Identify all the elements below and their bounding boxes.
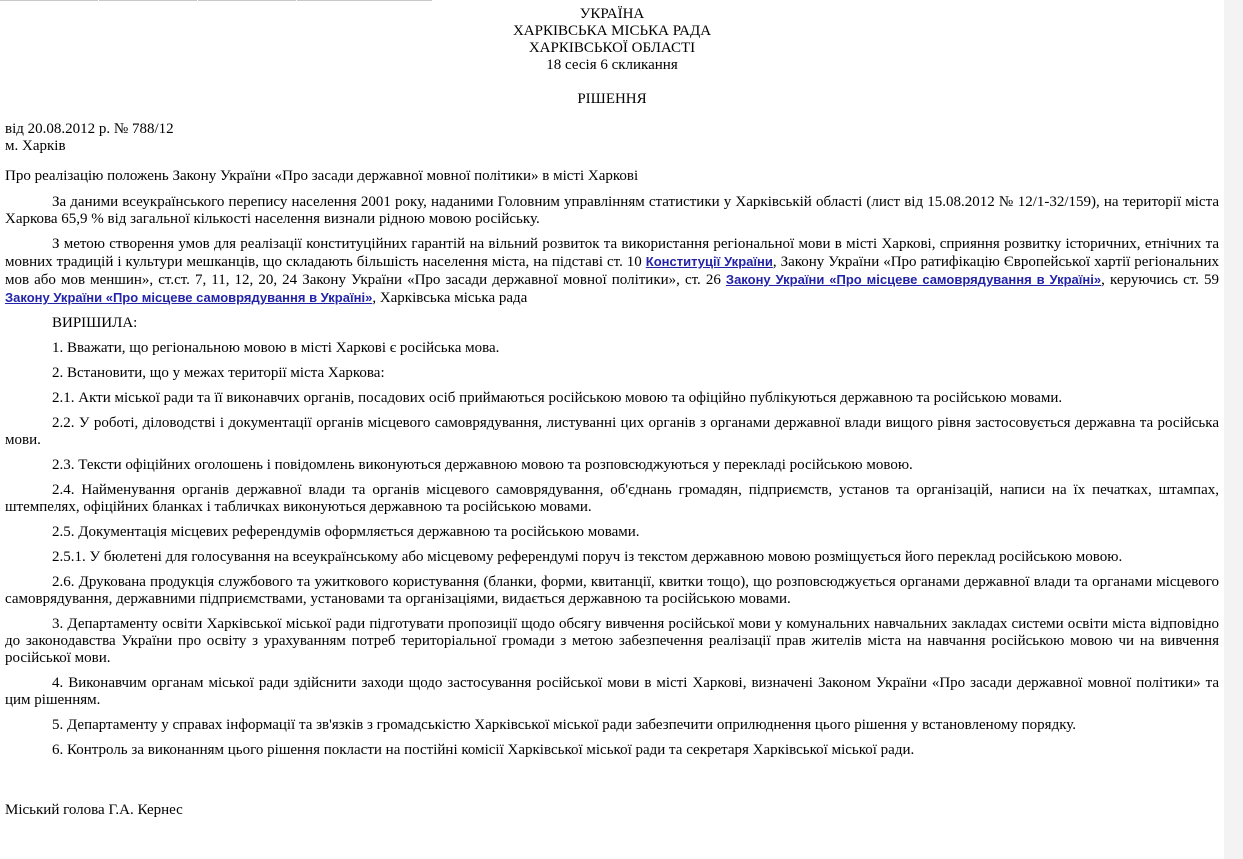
header-council: ХАРКІВСЬКА МІСЬКА РАДА [512,23,712,39]
preamble-text-1: З метою створення умов для реалізації конституційних гарантій на вільний розвиток та використання регіональної мови в місті Харкові, сприяння розвитку історичних, етнічних та мовних традицій і культури мешканців, що складають більшість населення міста, на підставі ст. 10 [5,236,1219,270]
item-2-3: 2.3. Тексти офіційних оголошень і повідомлень виконуються державною мовою та розповсюджуються у перекладі російською мовою. [52,457,913,473]
decision-subject: Про реалізацію положень Закону України «Про засади державної мовної політики» в місті Харкові [5,168,639,184]
self-government-law-link[interactable]: Закону України «Про місцеве самоврядування в Україні» [725,272,1102,287]
item-2: 2. Встановити, що у межах території міста Харкова: [52,365,385,381]
decided-heading: ВИРІШИЛА: [52,315,138,331]
item-2-6: 2.6. Друкована продукція службового та ужиткового користування (бланки, форми, квитанції, квитки тощо), що розповсюджується органами державної влади та органами місцевого самоврядування, державними підприємствами, установами та організаціями, видається державною та російською мовами. [5,574,1219,607]
item-2-5: 2.5. Документація місцевих референдумів оформляється державною та російською мовами. [52,524,640,540]
preamble-text-3: , керуючись ст. 59 [1101,272,1219,288]
place: м. Харків [5,138,66,154]
top-decorative-rule [0,0,432,1]
decision-document [5,6,1219,819]
mayor-signature: Міський голова Г.А. Кернес [5,802,183,818]
document-title: РІШЕННЯ [577,91,647,107]
document-header [5,6,1219,74]
preamble-census: За даними всеукраїнського перепису населення 2001 року, наданими Головним управлінням статистики у Харківській області (лист від 15.08.2012 № 12/1-32/159), на території міста Харкова 65,9 % від загальної кількості населення визнали рідною мовою російську. [5,194,1219,227]
header-country: УКРАЇНА [579,6,645,22]
date-number: від 20.08.2012 р. № 788/12 [5,121,174,137]
item-5: 5. Департаменту у справах інформації та зв'язків з громадськістю Харківської міської ради забезпечити оприлюднення цього рішення у встановленому порядку. [52,717,1077,733]
preamble-text-4: , Харківська міська рада [372,290,528,306]
item-2-5-1: 2.5.1. У бюлетені для голосування на всеукраїнському або місцевому референдумі поруч із текстом державною мовою розміщується його переклад російською мовою. [52,549,1123,565]
preamble-legal-basis [5,236,1219,307]
header-session: 18 сесія 6 скликання [546,57,678,73]
vertical-scrollbar[interactable] [1224,0,1243,859]
item-4: 4. Виконавчим органам міської ради здійснити заходи щодо застосування російської мови в місті Харкові, визначені Законом України «Про засади державної мовної політики» та цим рішенням. [5,675,1219,708]
preamble-text-2: , Закону України «Про ратифікацію Європейської хартії регіональних мов або мов меншин», ст.ст. 7, 11, 12, 20, 24 Закону України «Про засади державної мовної політики», ст. 26 [5,254,1219,288]
constitution-link[interactable]: Конституції України [645,254,773,269]
item-6: 6. Контроль за виконанням цього рішення покласти на постійні комісії Харківської міської ради та секретаря Харківської міської ради. [52,742,915,758]
header-region: ХАРКІВСЬКОЇ ОБЛАСТІ [528,40,696,56]
item-1: 1. Вважати, що регіональною мовою в місті Харкові є російська мова. [52,340,500,356]
item-2-2: 2.2. У роботі, діловодстві і документації органів місцевого самоврядування, листуванні цих органів з органами державної влади вищого рівня застосовується державна та російська мови. [5,415,1219,448]
item-2-1: 2.1. Акти міської ради та її виконавчих органів, посадових осіб приймаються російською мовою та офіційно публікуються державною та російською мовами. [52,390,1063,406]
item-3: 3. Департаменту освіти Харківської міської ради підготувати пропозиції щодо обсягу вивчення російської мови у комунальних навчальних закладах системи освіти міста відповідно до законодавства України про освіту з урахуванням потреб територіальної громади з метою забезпечення реалізації прав жителів міста на навчання російською мовою чи на вивчення російської мови. [5,616,1219,666]
self-government-law-link-2[interactable]: Закону України «Про місцеве самоврядування в Україні» [5,290,373,305]
item-2-4: 2.4. Найменування органів державної влади та органів місцевого самоврядування, об'єднань громадян, підприємств, установ та організацій, написи на їх печатках, штампах, штемпелях, офіційних бланках і табличках виконуються державною та російською мовами. [5,482,1219,515]
